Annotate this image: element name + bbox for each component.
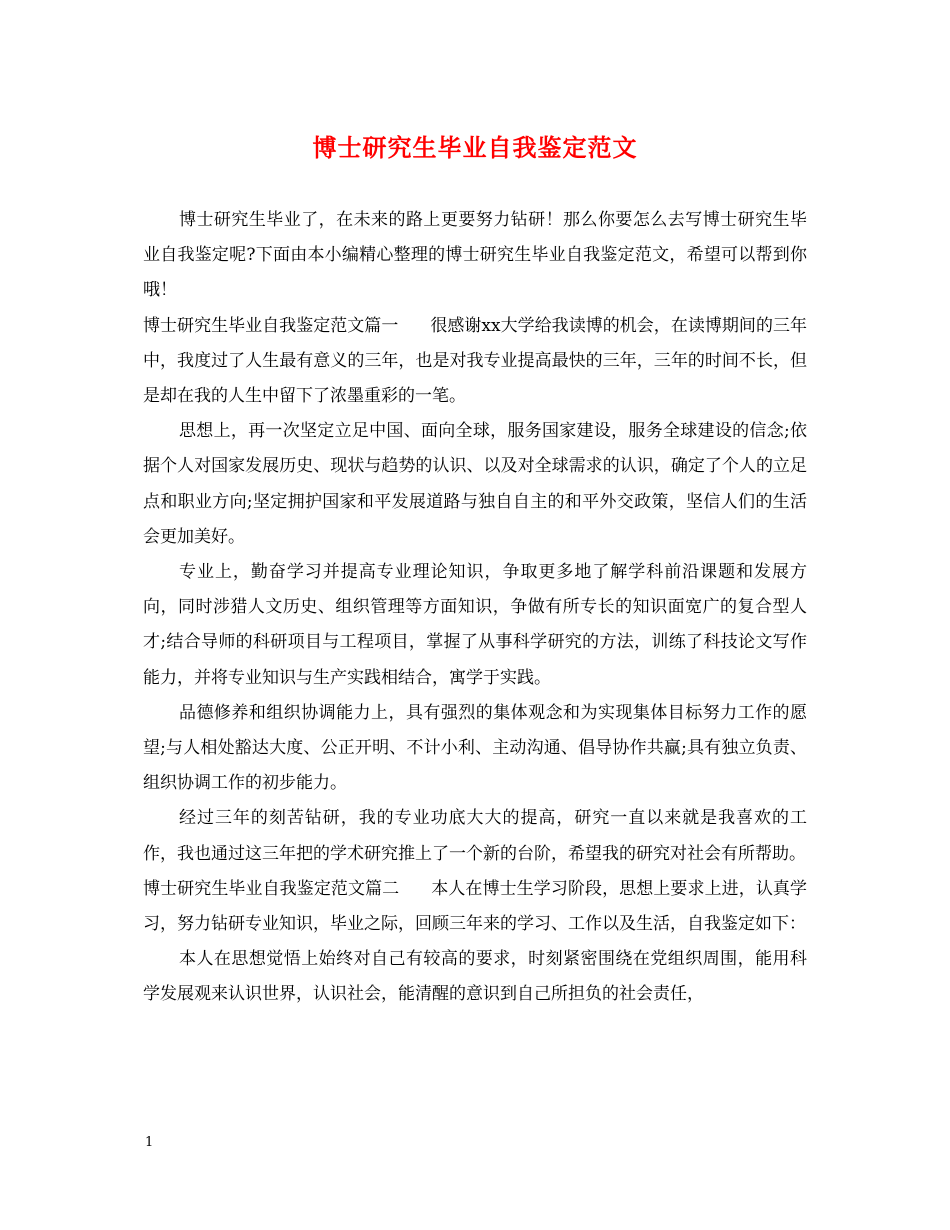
section-1-paragraph [143, 309, 807, 415]
section-2-heading: 博士研究生毕业自我鉴定范文篇二 [143, 878, 400, 899]
section-1-opening: 很感谢xx大学给我读博的机会，在读博期间的三年中，我度过了人生最有意义的三年，也是对我专业提高最快的三年，三年的时间不长，但是却在我的人生中留下了浓墨重彩的一笔。 [143, 315, 807, 407]
intro-paragraph: 博士研究生毕业了，在未来的路上更要努力钻研！那么你要怎么去写博士研究生毕业自我鉴定呢?下面由本小编精心整理的博士研究生毕业自我鉴定范文，希望可以帮到你哦！ [143, 210, 807, 301]
document-body [143, 203, 807, 1013]
section-2-opening: 本人在博士生学习阶段，思想上要求上进，认真学习，努力钻研专业知识，毕业之际，回顾三年来的学习、工作以及生活，自我鉴定如下： [143, 878, 807, 935]
section-1-paragraph-character: 品德修养和组织协调能力上，具有强烈的集体观念和为实现集体目标努力工作的愿望;与人相处豁达大度、公正开明、不计小利、主动沟通、倡导协作共赢;具有独立负责、组织协调工作的初步能力。 [143, 702, 807, 794]
section-1-paragraph-conclusion: 经过三年的刻苦钻研，我的专业功底大大的提高，研究一直以来就是我喜欢的工作，我也通过这三年把的学术研究推上了一个新的台阶，希望我的研究对社会有所帮助。 [143, 808, 807, 864]
section-1-paragraph-profession: 专业上，勤奋学习并提高专业理论知识，争取更多地了解学科前沿课题和发展方向，同时涉猎人文历史、组织管理等方面知识，争做有所专长的知识面宽广的复合型人才;结合导师的科研项目与工程项目，掌握了从事科学研究的方法，训练了科技论文写作能力，并将专业知识与生产实践相结合，寓学于实践。 [143, 562, 807, 688]
page-number: 1 [145, 1135, 154, 1150]
section-1-heading: 博士研究生毕业自我鉴定范文篇一 [143, 315, 399, 336]
section-2-paragraph-thought: 本人在思想觉悟上始终对自己有较高的要求，时刻紧密围绕在党组织周围，能用科学发展观来认识世界，认识社会，能清醒的意识到自己所担负的社会责任， [143, 949, 807, 1005]
page-title: 博士研究生毕业自我鉴定范文 [312, 133, 638, 162]
section-1-paragraph-thought: 思想上，再一次坚定立足中国、面向全球，服务国家建设，服务全球建设的信念;依据个人对国家发展历史、现状与趋势的认识、以及对全球需求的认识，确定了个人的立足点和职业方向;坚定拥护国家和平发展道路与独自自主的和平外交政策，坚信人们的生活会更加美好。 [143, 421, 807, 547]
section-2-paragraph [143, 872, 807, 942]
